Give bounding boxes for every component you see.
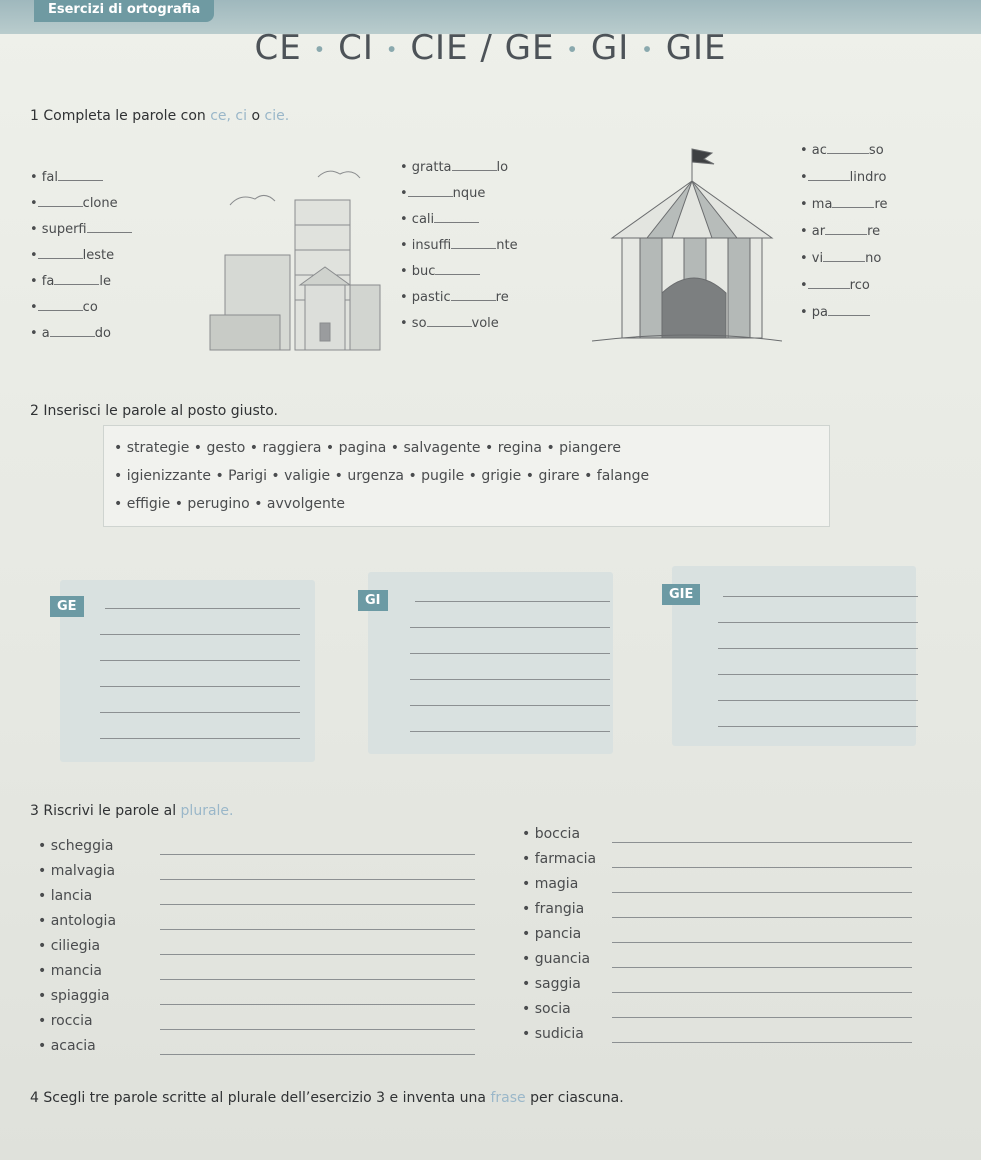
fill-in-blank[interactable] bbox=[825, 224, 867, 235]
title-part-ci: CI bbox=[338, 28, 374, 68]
plural-answer-line[interactable] bbox=[160, 854, 475, 855]
plural-word: • antologia bbox=[38, 913, 117, 929]
fill-in-prefix: • fal bbox=[30, 170, 58, 185]
fill-in-item bbox=[30, 326, 111, 341]
title-separator: • bbox=[566, 37, 580, 62]
fill-in-item bbox=[800, 170, 886, 185]
fill-in-suffix: vole bbox=[471, 316, 499, 331]
answer-line[interactable] bbox=[718, 700, 918, 701]
answer-line[interactable] bbox=[410, 705, 610, 706]
title-part-cie-ge: CIE / GE bbox=[410, 28, 555, 68]
fill-in-prefix: • ar bbox=[800, 224, 826, 239]
section-tab: Esercizi di ortografia bbox=[34, 0, 214, 22]
fill-in-item bbox=[400, 264, 480, 279]
fill-in-blank[interactable] bbox=[823, 251, 865, 262]
plural-answer-line[interactable] bbox=[612, 942, 912, 943]
fill-in-suffix: nte bbox=[496, 238, 518, 253]
answer-line[interactable] bbox=[718, 622, 918, 623]
word-bank-box bbox=[103, 425, 830, 527]
plural-answer-line[interactable] bbox=[160, 979, 475, 980]
fill-in-prefix: • ma bbox=[800, 197, 833, 212]
fill-in-prefix: • superfi bbox=[30, 222, 87, 237]
fill-in-item bbox=[30, 300, 98, 315]
fill-in-prefix: • buc bbox=[400, 264, 436, 279]
fill-in-prefix: • fa bbox=[30, 274, 55, 289]
fill-in-prefix: • insuffi bbox=[400, 238, 452, 253]
fill-in-item bbox=[400, 186, 485, 201]
fill-in-prefix: • bbox=[30, 196, 38, 211]
plural-answer-line[interactable] bbox=[160, 1004, 475, 1005]
fill-in-item bbox=[800, 278, 870, 293]
fill-in-blank[interactable] bbox=[452, 160, 497, 171]
page-title bbox=[0, 28, 981, 68]
fill-in-blank[interactable] bbox=[38, 300, 83, 311]
plural-answer-line[interactable] bbox=[612, 967, 912, 968]
fill-in-prefix: • bbox=[800, 278, 808, 293]
fill-in-prefix: • gratta bbox=[400, 160, 452, 175]
fill-in-item bbox=[800, 143, 884, 158]
plural-word: • scheggia bbox=[38, 838, 114, 854]
answer-line[interactable] bbox=[100, 686, 300, 687]
plural-word: • frangia bbox=[522, 901, 585, 917]
fill-in-blank[interactable] bbox=[827, 143, 869, 154]
panel-gi bbox=[368, 572, 613, 754]
fill-in-item bbox=[800, 197, 888, 212]
fill-in-blank[interactable] bbox=[832, 197, 874, 208]
fill-in-blank[interactable] bbox=[434, 212, 479, 223]
fill-in-prefix: • vi bbox=[800, 251, 824, 266]
answer-line[interactable] bbox=[723, 596, 918, 597]
fill-in-suffix: do bbox=[94, 326, 111, 341]
fill-in-blank[interactable] bbox=[58, 170, 103, 181]
answer-line[interactable] bbox=[105, 608, 300, 609]
plural-word: • acacia bbox=[38, 1038, 96, 1054]
fill-in-blank[interactable] bbox=[54, 274, 99, 285]
fill-in-item bbox=[400, 160, 508, 175]
fill-in-suffix: lo bbox=[496, 160, 509, 175]
fill-in-item bbox=[400, 290, 509, 305]
title-part-gie: GIE bbox=[665, 28, 727, 68]
tag-gie: GIE bbox=[662, 584, 700, 605]
fill-in-item bbox=[400, 212, 479, 227]
fill-in-item bbox=[400, 316, 499, 331]
fill-in-blank[interactable] bbox=[828, 305, 870, 316]
fill-in-item bbox=[30, 248, 114, 263]
plural-word: • pancia bbox=[522, 926, 582, 942]
plural-answer-line[interactable] bbox=[612, 992, 912, 993]
answer-line[interactable] bbox=[410, 627, 610, 628]
tag-ge: GE bbox=[50, 596, 84, 617]
answer-line[interactable] bbox=[415, 601, 610, 602]
fill-in-prefix: • pa bbox=[800, 305, 829, 320]
plural-answer-line[interactable] bbox=[160, 879, 475, 880]
fill-in-blank[interactable] bbox=[808, 278, 850, 289]
plural-answer-line[interactable] bbox=[160, 1029, 475, 1030]
fill-in-prefix: • ac bbox=[800, 143, 827, 158]
answer-line[interactable] bbox=[100, 712, 300, 713]
word-bank-row-1: • strategie • gesto • raggiera • pagina • salvagente • regina • piangere bbox=[114, 440, 621, 456]
plural-word: • malvagia bbox=[38, 863, 116, 879]
answer-line[interactable] bbox=[718, 726, 918, 727]
plural-answer-line[interactable] bbox=[160, 1054, 475, 1055]
tag-gi: GI bbox=[358, 590, 388, 611]
plural-word: • mancia bbox=[38, 963, 102, 979]
answer-line[interactable] bbox=[410, 653, 610, 654]
fill-in-suffix: lindro bbox=[849, 170, 887, 185]
plural-answer-line[interactable] bbox=[612, 1017, 912, 1018]
exercise-4-heading: 4 Scegli tre parole scritte al plurale dell’esercizio 3 e inventa una frase per ciascuna. bbox=[30, 1090, 624, 1106]
plural-word: • boccia bbox=[522, 826, 581, 842]
fill-in-suffix: rco bbox=[849, 278, 870, 293]
fill-in-prefix: • bbox=[800, 170, 808, 185]
plural-word: • spiaggia bbox=[38, 988, 110, 1004]
title-separator: • bbox=[385, 37, 399, 62]
fill-in-item bbox=[30, 196, 118, 211]
plural-word: • magia bbox=[522, 876, 579, 892]
title-part-ce: CE bbox=[254, 28, 302, 68]
answer-line[interactable] bbox=[100, 634, 300, 635]
plural-answer-line[interactable] bbox=[612, 867, 912, 868]
fill-in-prefix: • bbox=[400, 186, 408, 201]
plural-word: • ciliegia bbox=[38, 938, 101, 954]
fill-in-suffix: re bbox=[495, 290, 509, 305]
exercise-2-heading: 2 Inserisci le parole al posto giusto. bbox=[30, 403, 279, 419]
fill-in-suffix: leste bbox=[82, 248, 115, 263]
plural-answer-line[interactable] bbox=[612, 892, 912, 893]
fill-in-prefix: • cali bbox=[400, 212, 435, 227]
fill-in-blank[interactable] bbox=[451, 290, 496, 301]
fill-in-item bbox=[30, 274, 111, 289]
fill-in-blank[interactable] bbox=[808, 170, 850, 181]
fill-in-blank[interactable] bbox=[408, 186, 453, 197]
fill-in-item bbox=[30, 170, 103, 185]
plural-answer-line[interactable] bbox=[160, 954, 475, 955]
title-separator: • bbox=[641, 37, 654, 62]
exercise-1-heading: 1 Completa le parole con ce, ci o cie. bbox=[30, 108, 290, 124]
fill-in-blank[interactable] bbox=[38, 196, 83, 207]
plural-answer-line[interactable] bbox=[612, 917, 912, 918]
fill-in-blank[interactable] bbox=[38, 248, 83, 259]
fill-in-suffix: co bbox=[82, 300, 98, 315]
fill-in-prefix: • bbox=[30, 248, 38, 263]
fill-in-item bbox=[800, 251, 881, 266]
fill-in-prefix: • a bbox=[30, 326, 50, 341]
title-part-gi: GI bbox=[590, 28, 630, 68]
plural-answer-line[interactable] bbox=[160, 904, 475, 905]
fill-in-suffix: no bbox=[865, 251, 882, 266]
fill-in-suffix: re bbox=[874, 197, 888, 212]
fill-in-blank[interactable] bbox=[427, 316, 472, 327]
answer-line[interactable] bbox=[410, 731, 610, 732]
word-bank-row-2: • igienizzante • Parigi • valigie • urgenza • pugile • grigie • girare • falange bbox=[114, 468, 650, 484]
answer-line[interactable] bbox=[718, 648, 918, 649]
plural-word: • roccia bbox=[38, 1013, 93, 1029]
fill-in-item bbox=[400, 238, 518, 253]
fill-in-blank[interactable] bbox=[87, 222, 132, 233]
plural-word: • sudicia bbox=[522, 1026, 584, 1042]
panel-gie bbox=[672, 566, 916, 746]
answer-line[interactable] bbox=[718, 674, 918, 675]
plural-answer-line[interactable] bbox=[612, 1042, 912, 1043]
fill-in-prefix: • bbox=[30, 300, 38, 315]
fill-in-blank[interactable] bbox=[451, 238, 496, 249]
plural-answer-line[interactable] bbox=[160, 929, 475, 930]
fill-in-item bbox=[30, 222, 132, 237]
title-separator: • bbox=[313, 37, 327, 62]
fill-in-prefix: • pastic bbox=[400, 290, 451, 305]
exercise-3-heading: 3 Riscrivi le parole al plurale. bbox=[30, 803, 234, 819]
answer-line[interactable] bbox=[410, 679, 610, 680]
plural-word: • guancia bbox=[522, 951, 591, 967]
fill-in-item bbox=[800, 305, 870, 320]
plural-word: • farmacia bbox=[522, 851, 597, 867]
fill-in-suffix: re bbox=[867, 224, 881, 239]
fill-in-blank[interactable] bbox=[50, 326, 95, 337]
fill-in-suffix: le bbox=[99, 274, 111, 289]
answer-line[interactable] bbox=[100, 738, 300, 739]
fill-in-suffix: clone bbox=[82, 196, 118, 211]
plural-word: • lancia bbox=[38, 888, 93, 904]
fill-in-suffix: nque bbox=[452, 186, 486, 201]
word-bank-row-3: • effigie • perugino • avvolgente bbox=[114, 496, 345, 512]
city-illustration bbox=[200, 165, 385, 355]
answer-line[interactable] bbox=[100, 660, 300, 661]
circus-tent-illustration bbox=[592, 143, 782, 358]
fill-in-suffix: so bbox=[868, 143, 884, 158]
plural-word: • saggia bbox=[522, 976, 581, 992]
fill-in-prefix: • so bbox=[400, 316, 427, 331]
plural-answer-line[interactable] bbox=[612, 842, 912, 843]
plural-word: • socia bbox=[522, 1001, 571, 1017]
fill-in-item bbox=[800, 224, 880, 239]
fill-in-blank[interactable] bbox=[435, 264, 480, 275]
